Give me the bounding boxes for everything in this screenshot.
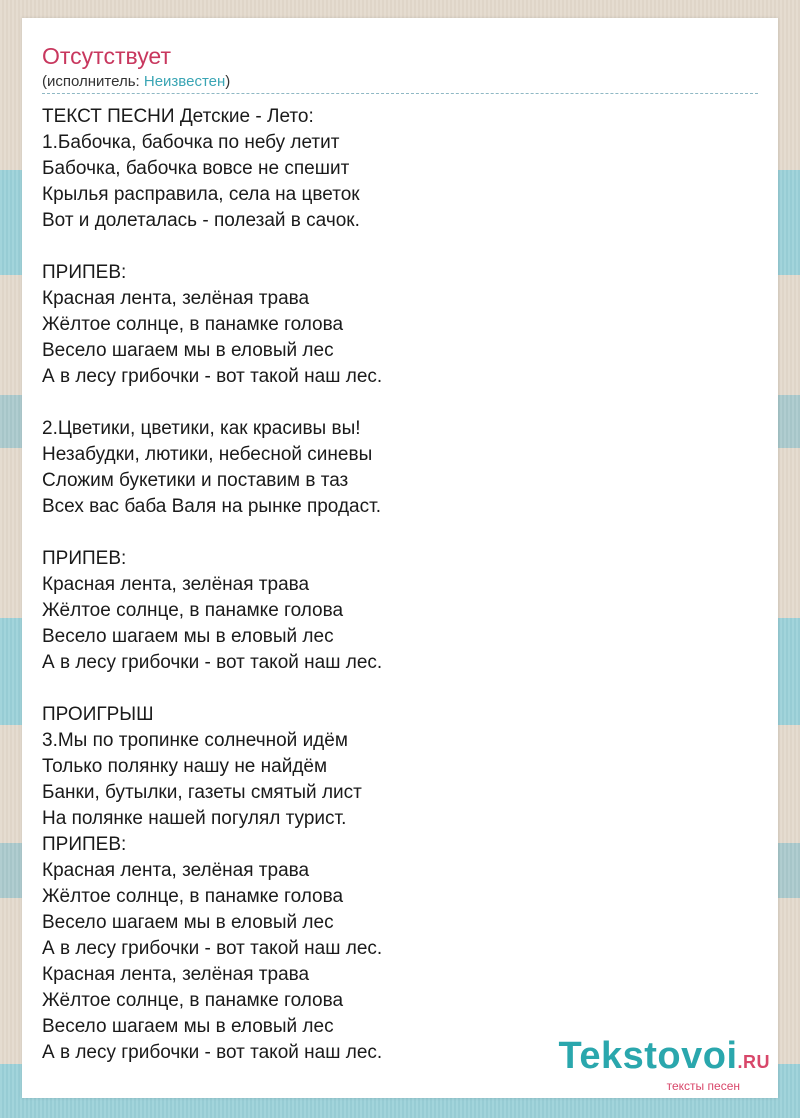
artist-line [42,72,758,92]
lyric-line: 1.Бабочка, бабочка по небу летит [42,132,340,153]
lyric-line: Весело шагаем мы в еловый лес [42,1016,334,1037]
artist-prefix: (исполнитель: [42,73,144,90]
artist-suffix: ) [225,73,231,90]
lyric-line: ПРИПЕВ: [42,262,127,283]
song-title: Отсутствует [42,43,171,69]
lyric-line: На полянке нашей погулял турист. [42,808,347,829]
lyric-line: Весело шагаем мы в еловый лес [42,626,334,647]
stanza-gap [42,390,758,416]
lyric-line: Жёлтое солнце, в панамке голова [42,314,344,335]
logo-name: Tekstovoi [558,1035,738,1077]
lyric-line: Жёлтое солнце, в панамке голова [42,990,344,1011]
lyric-line: Красная лента, зелёная трава [42,964,310,985]
lyric-line: Красная лента, зелёная трава [42,574,310,595]
lyrics-sheet [22,18,778,1098]
lyric-line: Жёлтое солнце, в панамке голова [42,886,344,907]
lyric-line: Весело шагаем мы в еловый лес [42,340,334,361]
lyric-line: ПРИПЕВ: [42,834,127,855]
lyric-line: Всех вас баба Валя на рынке продаст. [42,496,381,517]
lyric-line: 2.Цветики, цветики, как красивы вы! [42,418,361,439]
lyric-line: Жёлтое солнце, в панамке голова [42,600,344,621]
lyric-line: Красная лента, зелёная трава [42,860,310,881]
logo-tld: .RU [737,1052,770,1072]
logo-tagline: тексты песен [666,1079,740,1093]
lyric-line: Крылья расправила, села на цветок [42,184,360,205]
lyric-line: Сложим букетики и поставим в таз [42,470,349,491]
lyrics-text [42,104,758,1066]
lyric-line: Банки, бутылки, газеты смятый лист [42,782,362,803]
lyric-line: Незабудки, лютики, небесной синевы [42,444,373,465]
lyric-line: ТЕКСТ ПЕСНИ Детские - Лето: [42,106,314,127]
stanza-gap [42,234,758,260]
stanza-gap [42,520,758,546]
site-logo[interactable] [558,1036,770,1092]
lyric-line: Весело шагаем мы в еловый лес [42,912,334,933]
lyric-line: А в лесу грибочки - вот такой наш лес. [42,938,383,959]
lyric-line: Вот и долеталась - полезай в сачок. [42,210,360,231]
stanza-gap [42,676,758,702]
lyric-line: А в лесу грибочки - вот такой наш лес. [42,366,383,387]
logo-wordmark [558,1036,770,1082]
lyric-line: Бабочка, бабочка вовсе не спешит [42,158,350,179]
artist-link[interactable]: Неизвестен [143,73,226,90]
header-divider [42,93,758,94]
lyric-line: 3.Мы по тропинке солнечной идём [42,730,348,751]
lyric-line: Красная лента, зелёная трава [42,288,310,309]
lyric-line: ПРОИГРЫШ [42,704,154,725]
lyric-line: Только полянку нашу не найдём [42,756,328,777]
lyric-line: ПРИПЕВ: [42,548,127,569]
lyric-line: А в лесу грибочки - вот такой наш лес. [42,652,383,673]
song-header [42,42,758,92]
lyric-line: А в лесу грибочки - вот такой наш лес. [42,1042,383,1063]
